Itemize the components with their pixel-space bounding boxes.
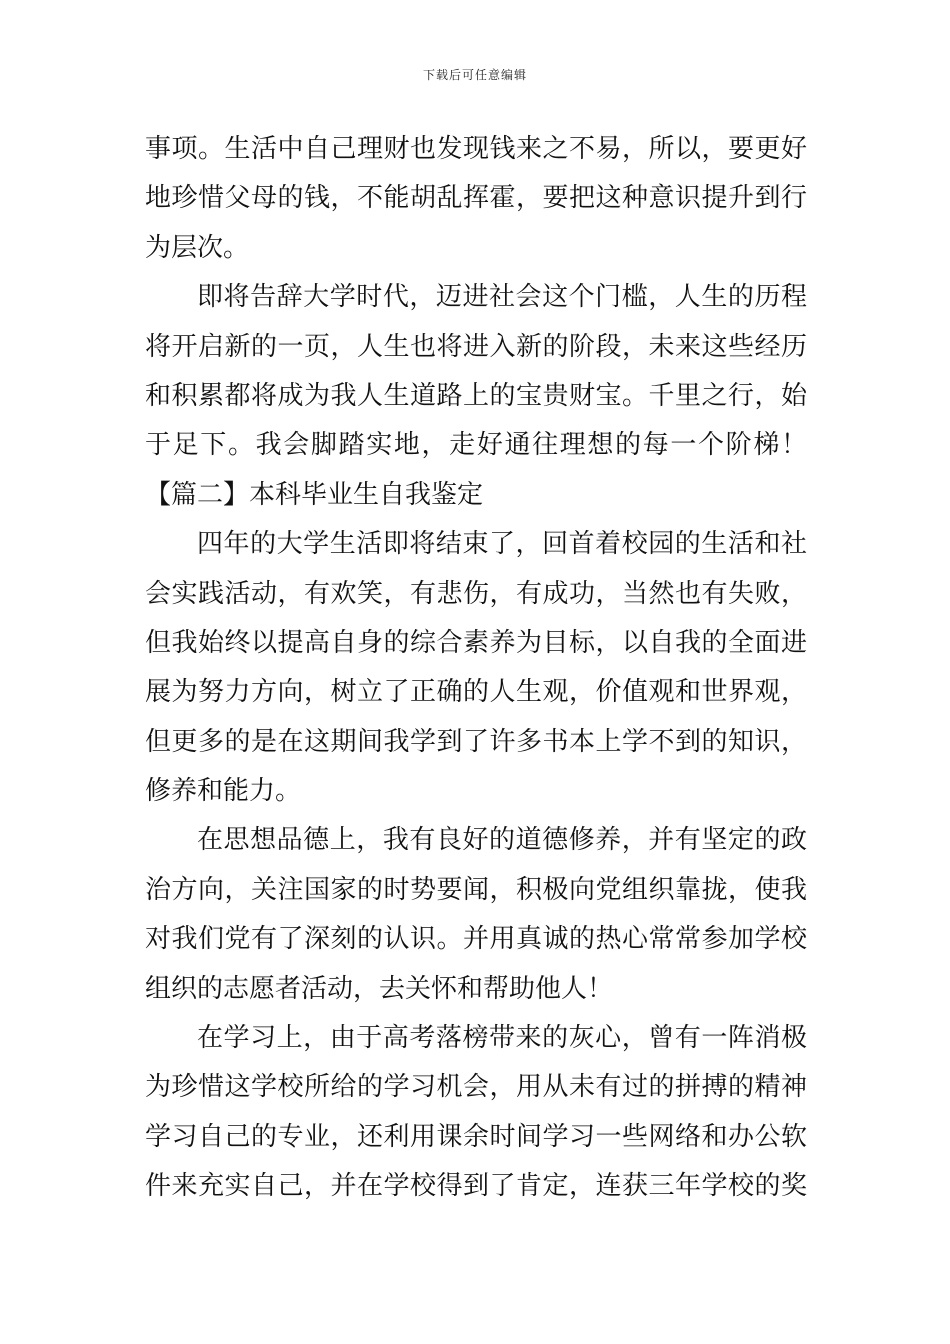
- text-line: 组织的志愿者活动，去关怀和帮助他人！: [145, 973, 614, 1004]
- text-line: 但更多的是在这期间我学到了许多书本上学不到的知识，: [145, 726, 807, 757]
- text-line: 地珍惜父母的钱，不能胡乱挥霍，要把这种意识提升到行: [145, 183, 807, 214]
- paragraph-first-line: 在思想品德上，我有良好的道德修养，并有坚定的政: [197, 825, 807, 856]
- text-line: 和积累都将成为我人生道路上的宝贵财宝。千里之行，始: [145, 380, 807, 411]
- text-line: 为层次。: [145, 232, 250, 263]
- paragraph-first-line: 四年的大学生活即将结束了，回首着校园的生活和社: [197, 529, 807, 560]
- text-line: 但我始终以提高自身的综合素养为目标，以自我的全面进: [145, 627, 807, 658]
- text-line: 修养和能力。: [145, 776, 302, 807]
- text-line: 治方向，关注国家的时势要闻，积极向党组织靠拢，使我: [145, 874, 807, 905]
- text-line: 事项。生活中自己理财也发现钱来之不易，所以，要更好: [145, 134, 807, 164]
- text-line: 会实践活动，有欢笑，有悲伤，有成功，当然也有失败，: [145, 578, 807, 609]
- text-line: 对我们党有了深刻的认识。并用真诚的热心常常参加学校: [145, 924, 807, 955]
- text-line: 展为努力方向，树立了正确的人生观，价值观和世界观，: [145, 677, 807, 708]
- text-line: 于足下。我会脚踏实地，走好通往理想的每一个阶梯！: [145, 430, 807, 461]
- paragraph-first-line: 在学习上，由于高考落榜带来的灰心，曾有一阵消极: [197, 1023, 807, 1054]
- text-line: 【篇二】本科毕业生自我鉴定: [145, 479, 484, 510]
- page-header: 下载后可任意编辑: [422, 68, 527, 82]
- text-line: 件来充实自己，并在学校得到了肯定，连获三年学校的奖: [145, 1171, 807, 1202]
- document-body: [145, 125, 807, 1212]
- text-line: 将开启新的一页，人生也将进入新的阶段，未来这些经历: [145, 331, 807, 362]
- text-line: 为珍惜这学校所给的学习机会，用从未有过的拼搏的精神: [145, 1072, 807, 1103]
- text-line: 学习自己的专业，还利用课余时间学习一些网络和办公软: [145, 1121, 807, 1152]
- paragraph-first-line: 即将告辞大学时代，迈进社会这个门槛，人生的历程: [197, 282, 807, 313]
